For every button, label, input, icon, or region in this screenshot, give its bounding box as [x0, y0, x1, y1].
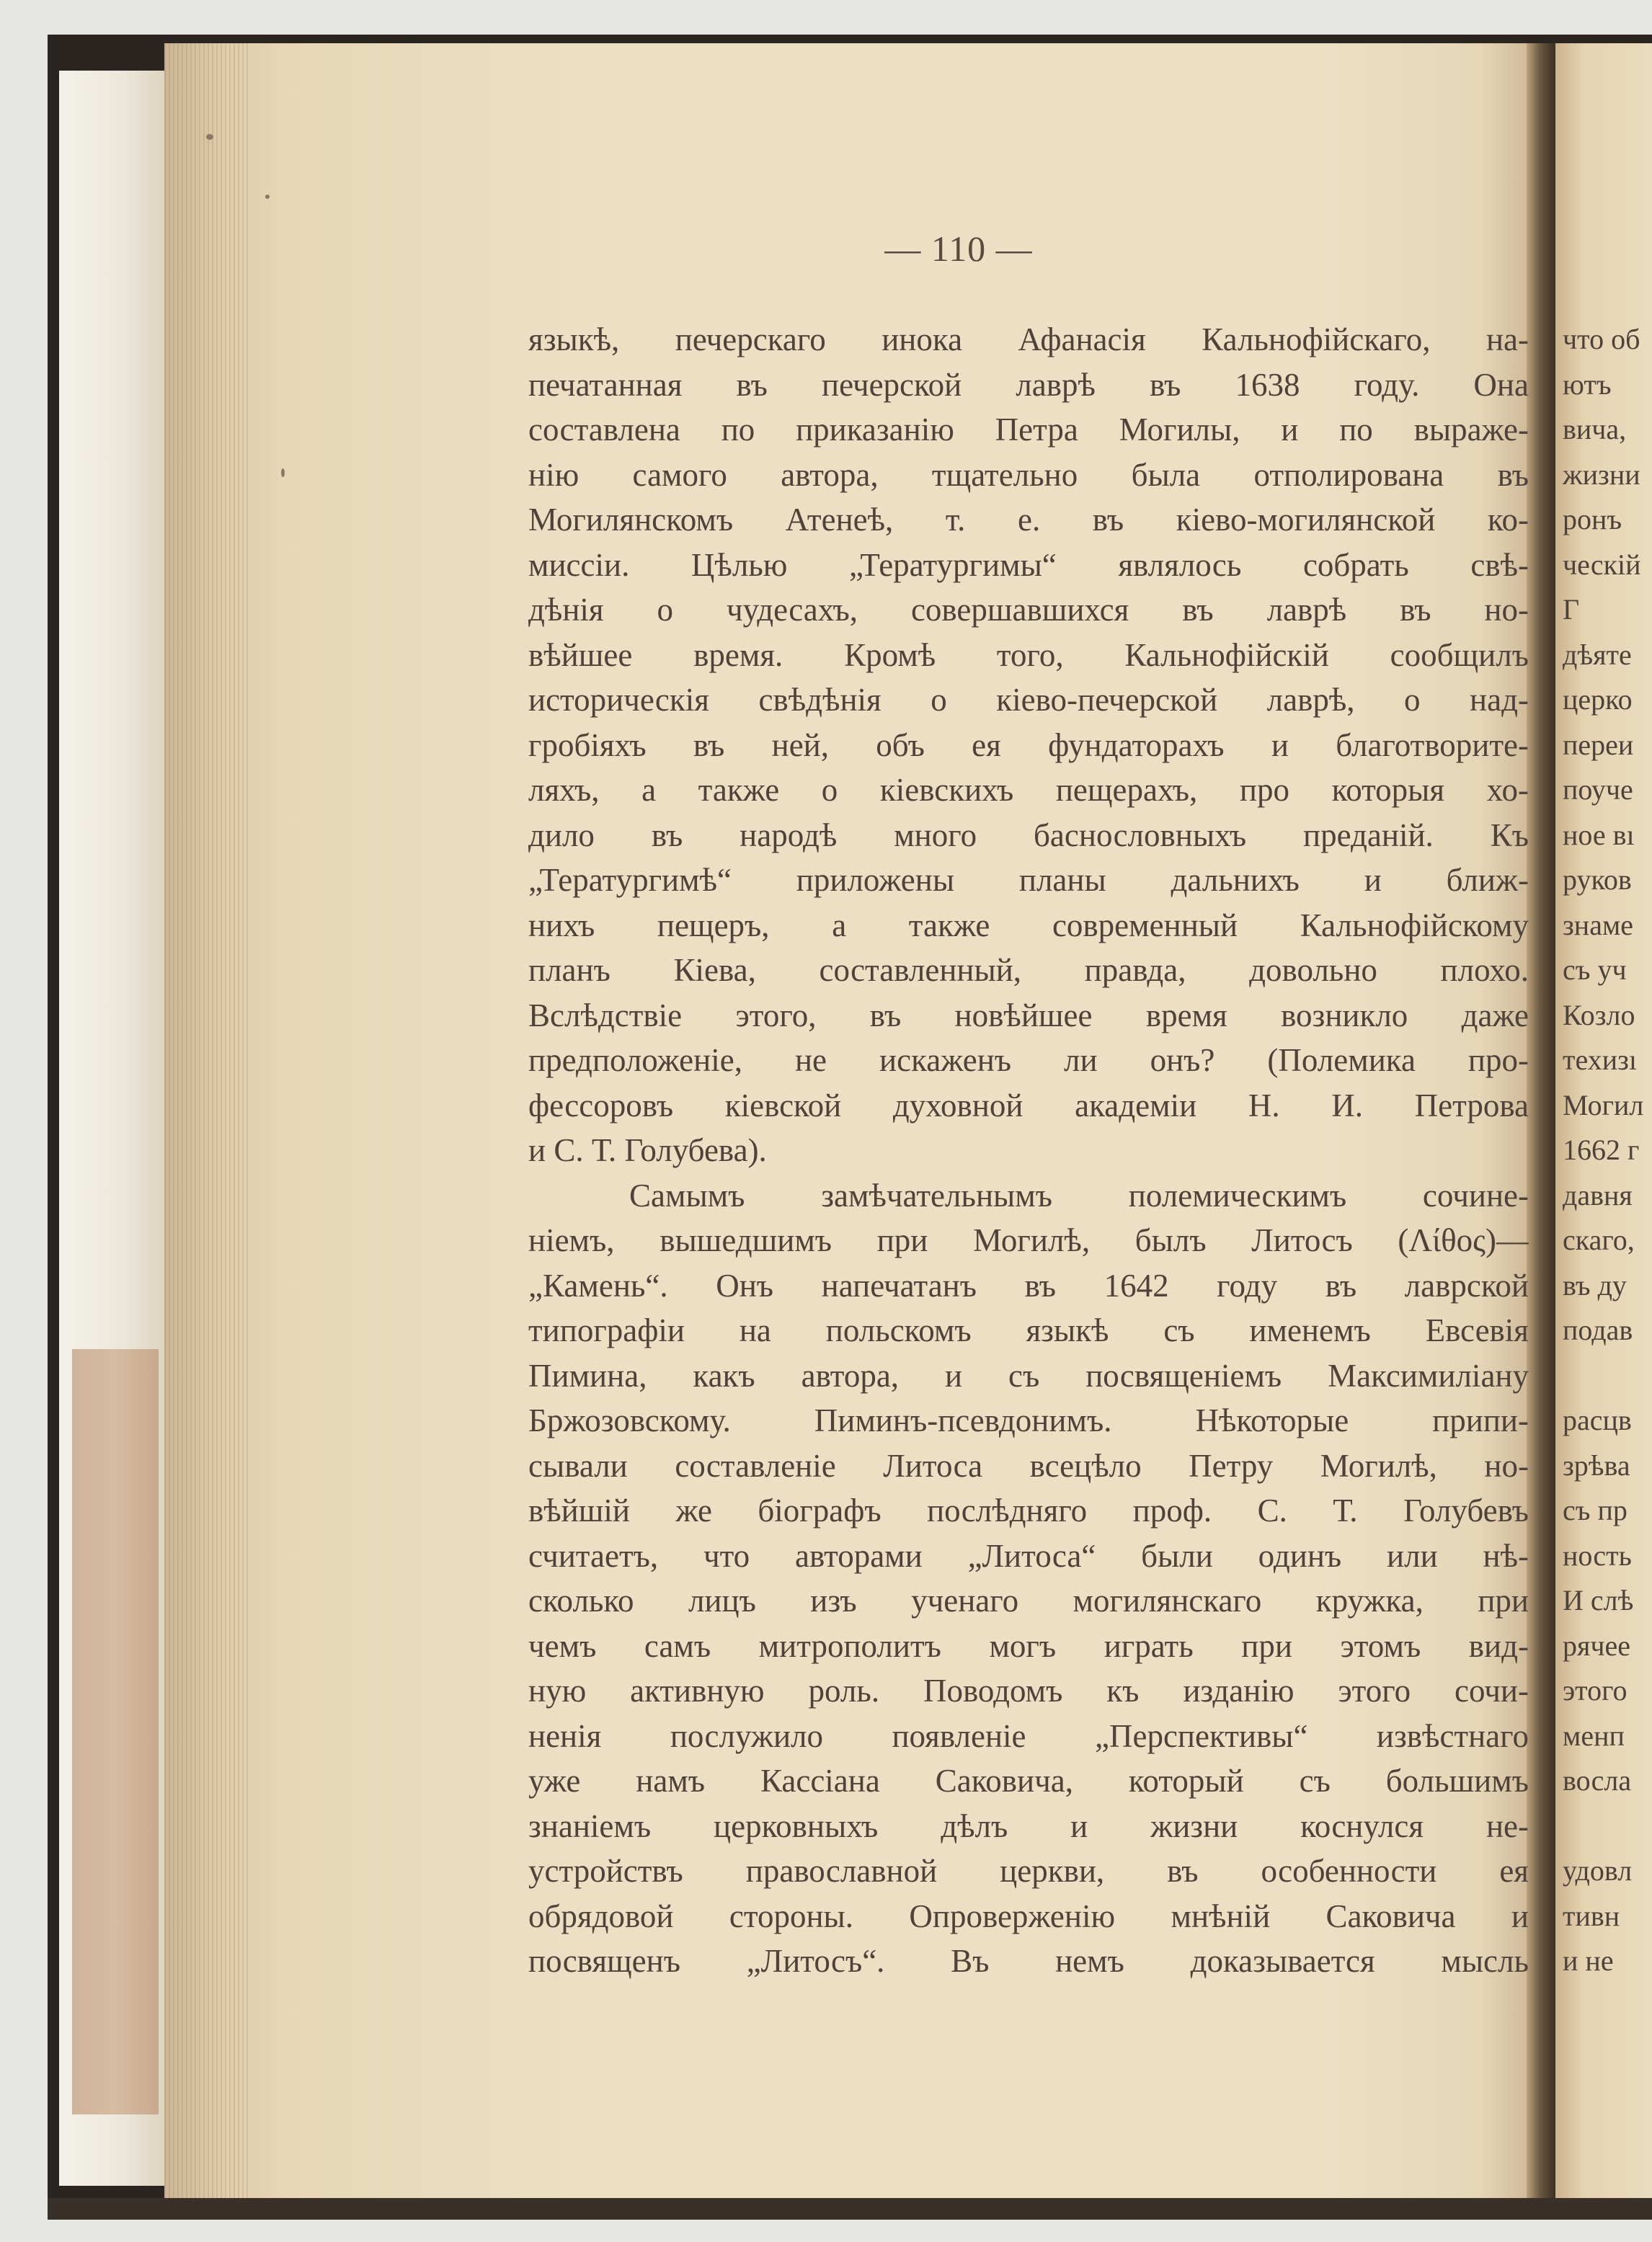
facing-text-line: расцв: [1563, 1404, 1632, 1436]
facing-text-line: [1563, 1804, 1652, 1849]
facing-text-line: удовл: [1563, 1854, 1633, 1887]
facing-text-line: дѣяте: [1563, 638, 1632, 671]
text-line: ляхъ, а также о кіевскихъ пещерахъ, про которыя хо-: [528, 772, 1529, 808]
text-line: и С. Т. Голубева).: [528, 1132, 767, 1168]
text-line: сывали составленіе Литоса всецѣло Петру Могилѣ, но-: [528, 1447, 1529, 1484]
facing-text-line: давня: [1563, 1178, 1633, 1211]
text-line: нихъ пещеръ, а также современный Кальнофійскому: [528, 907, 1529, 943]
text-line: дило въ народѣ много баснословныхъ преданій. Къ: [528, 817, 1529, 853]
text-line: считаетъ, что авторами „Литоса“ были одинъ или нѣ-: [528, 1537, 1529, 1574]
facing-text-line: жизни: [1563, 458, 1640, 491]
text-line: сколько лицъ изъ ученаго могилянскаго кружка, при: [528, 1583, 1529, 1619]
facing-text-line: Г: [1563, 593, 1580, 626]
text-line: Могилянскомъ Атенеѣ, т. е. въ кіево-могилянской ко-: [528, 502, 1529, 538]
text-line: вѣйшее время. Кромѣ того, Кальнофійскій сообщилъ: [528, 636, 1529, 673]
page-number: — 110 —: [884, 228, 1033, 269]
text-line: уже намъ Кассіана Саковича, который съ большимъ: [528, 1763, 1529, 1799]
text-line: фессоровъ кіевской духовной академіи Н. И. Петрова: [528, 1087, 1529, 1124]
text-line: языкѣ, печерскаго инока Афанасія Кальнофійскаго, на-: [528, 321, 1529, 357]
facing-text-line: скаго,: [1563, 1224, 1635, 1256]
facing-text-line: этого: [1563, 1674, 1627, 1707]
text-line: знаніемъ церковныхъ дѣлъ и жизни коснулся не-: [528, 1807, 1529, 1844]
text-line: „Тератургимѣ“ приложены планы дальнихъ и ближ-: [528, 862, 1529, 898]
facing-text-line: тивн: [1563, 1899, 1620, 1932]
facing-text-line: подав: [1563, 1314, 1633, 1346]
facing-text-line: руков: [1563, 863, 1632, 896]
paper-speck: [206, 134, 213, 140]
text-line: Самымъ замѣчательнымъ полемическимъ сочине-: [629, 1177, 1529, 1214]
facing-text-line: съ уч: [1563, 953, 1627, 986]
scan-bottom-border: [48, 2198, 1652, 2220]
paper-speck: [281, 468, 285, 477]
text-line: Бржозовскому. Пиминъ-псевдонимъ. Нѣкоторые припи-: [528, 1402, 1529, 1438]
page-body-text: [528, 317, 1529, 1984]
facing-text-line: менп: [1563, 1719, 1625, 1752]
facing-page: [1555, 43, 1652, 2198]
facing-text-line: восла: [1563, 1764, 1632, 1797]
facing-text-line: ность: [1563, 1539, 1632, 1572]
text-line: типографіи на польскомъ языкѣ съ именемъ Евсевія: [528, 1312, 1529, 1348]
facing-text-line: въ ду: [1563, 1268, 1627, 1302]
text-line: нію самого автора, тщательно была отполирована въ: [528, 456, 1529, 493]
facing-text-line: ронъ: [1563, 503, 1622, 535]
page-stack-edge: [164, 43, 251, 2198]
text-line: обрядовой стороны. Опроверженію мнѣній Саковича и: [528, 1898, 1529, 1934]
text-line: устройствъ православной церкви, въ особенности ея: [528, 1853, 1529, 1889]
text-line: „Камень“. Онъ напечатанъ въ 1642 году въ лаврской: [528, 1267, 1529, 1304]
facing-text-line: 1662 г: [1563, 1134, 1640, 1166]
text-line: планъ Кіева, составленный, правда, довольно плохо.: [528, 952, 1529, 988]
facing-text-line: поуче: [1563, 773, 1633, 806]
facing-page-text: [1563, 317, 1652, 1984]
text-line: дѣнія о чудесахъ, совершавшихся въ лаврѣ въ но-: [528, 592, 1529, 628]
facing-text-line: знаме: [1563, 908, 1634, 941]
text-line: Пимина, какъ автора, и съ посвященіемъ Максимиліану: [528, 1357, 1529, 1394]
facing-text-line: переи: [1563, 728, 1634, 761]
facing-text-line: рячее: [1563, 1629, 1631, 1662]
text-line: миссіи. Цѣлью „Тератургимы“ являлось собрать свѣ-: [528, 546, 1529, 583]
facing-text-line: [1563, 1353, 1652, 1399]
paper-tab: [72, 1349, 159, 2114]
facing-text-line: зрѣва: [1563, 1449, 1630, 1482]
facing-text-line: ютъ: [1563, 368, 1612, 401]
facing-text-line: техизı: [1563, 1044, 1638, 1076]
text-line: вѣйшій же біографъ послѣдняго проф. С. Т. Голубевъ: [528, 1493, 1529, 1529]
text-line: Вслѣдствіе этого, въ новѣйшее время возникло даже: [528, 997, 1529, 1033]
text-line: чемъ самъ митрополитъ могъ играть при этомъ вид-: [528, 1627, 1529, 1664]
facing-text-line: съ пр: [1563, 1494, 1627, 1526]
text-line: составлена по приказанію Петра Могилы, и по выраже-: [528, 412, 1529, 448]
facing-text-line: ческій: [1563, 548, 1641, 581]
facing-text-line: что об: [1563, 323, 1640, 355]
text-line: посвященъ „Литосъ“. Въ немъ доказывается мысль: [528, 1943, 1529, 1979]
facing-text-line: церко: [1563, 683, 1633, 716]
book-gutter: [1527, 43, 1555, 2198]
text-line: ную активную роль. Поводомъ къ изданію этого сочи-: [528, 1673, 1529, 1709]
facing-text-line: ное вı: [1563, 818, 1635, 851]
text-line: ніемъ, вышедшимъ при Могилѣ, былъ Литосъ (Λίθος)—: [528, 1222, 1529, 1258]
paper-speck: [265, 195, 270, 199]
facing-text-line: И слѣ: [1563, 1584, 1634, 1616]
facing-text-line: вича,: [1563, 413, 1627, 445]
text-line: предположеніе, не искаженъ ли онъ? (Полемика про-: [528, 1042, 1529, 1078]
text-line: ненія послужило появленіе „Перспективы“ извѣстнаго: [528, 1717, 1529, 1754]
facing-text-line: Могил: [1563, 1088, 1644, 1121]
text-line: историческія свѣдѣнія о кіево-печерской лаврѣ, о над-: [528, 682, 1529, 718]
text-line: гробіяхъ въ ней, объ ея фундаторахъ и благотворите-: [528, 726, 1529, 763]
text-line: печатанная въ печерской лаврѣ въ 1638 году. Она: [528, 366, 1529, 403]
facing-text-line: и не: [1563, 1944, 1614, 1977]
facing-text-line: Козло: [1563, 998, 1635, 1031]
